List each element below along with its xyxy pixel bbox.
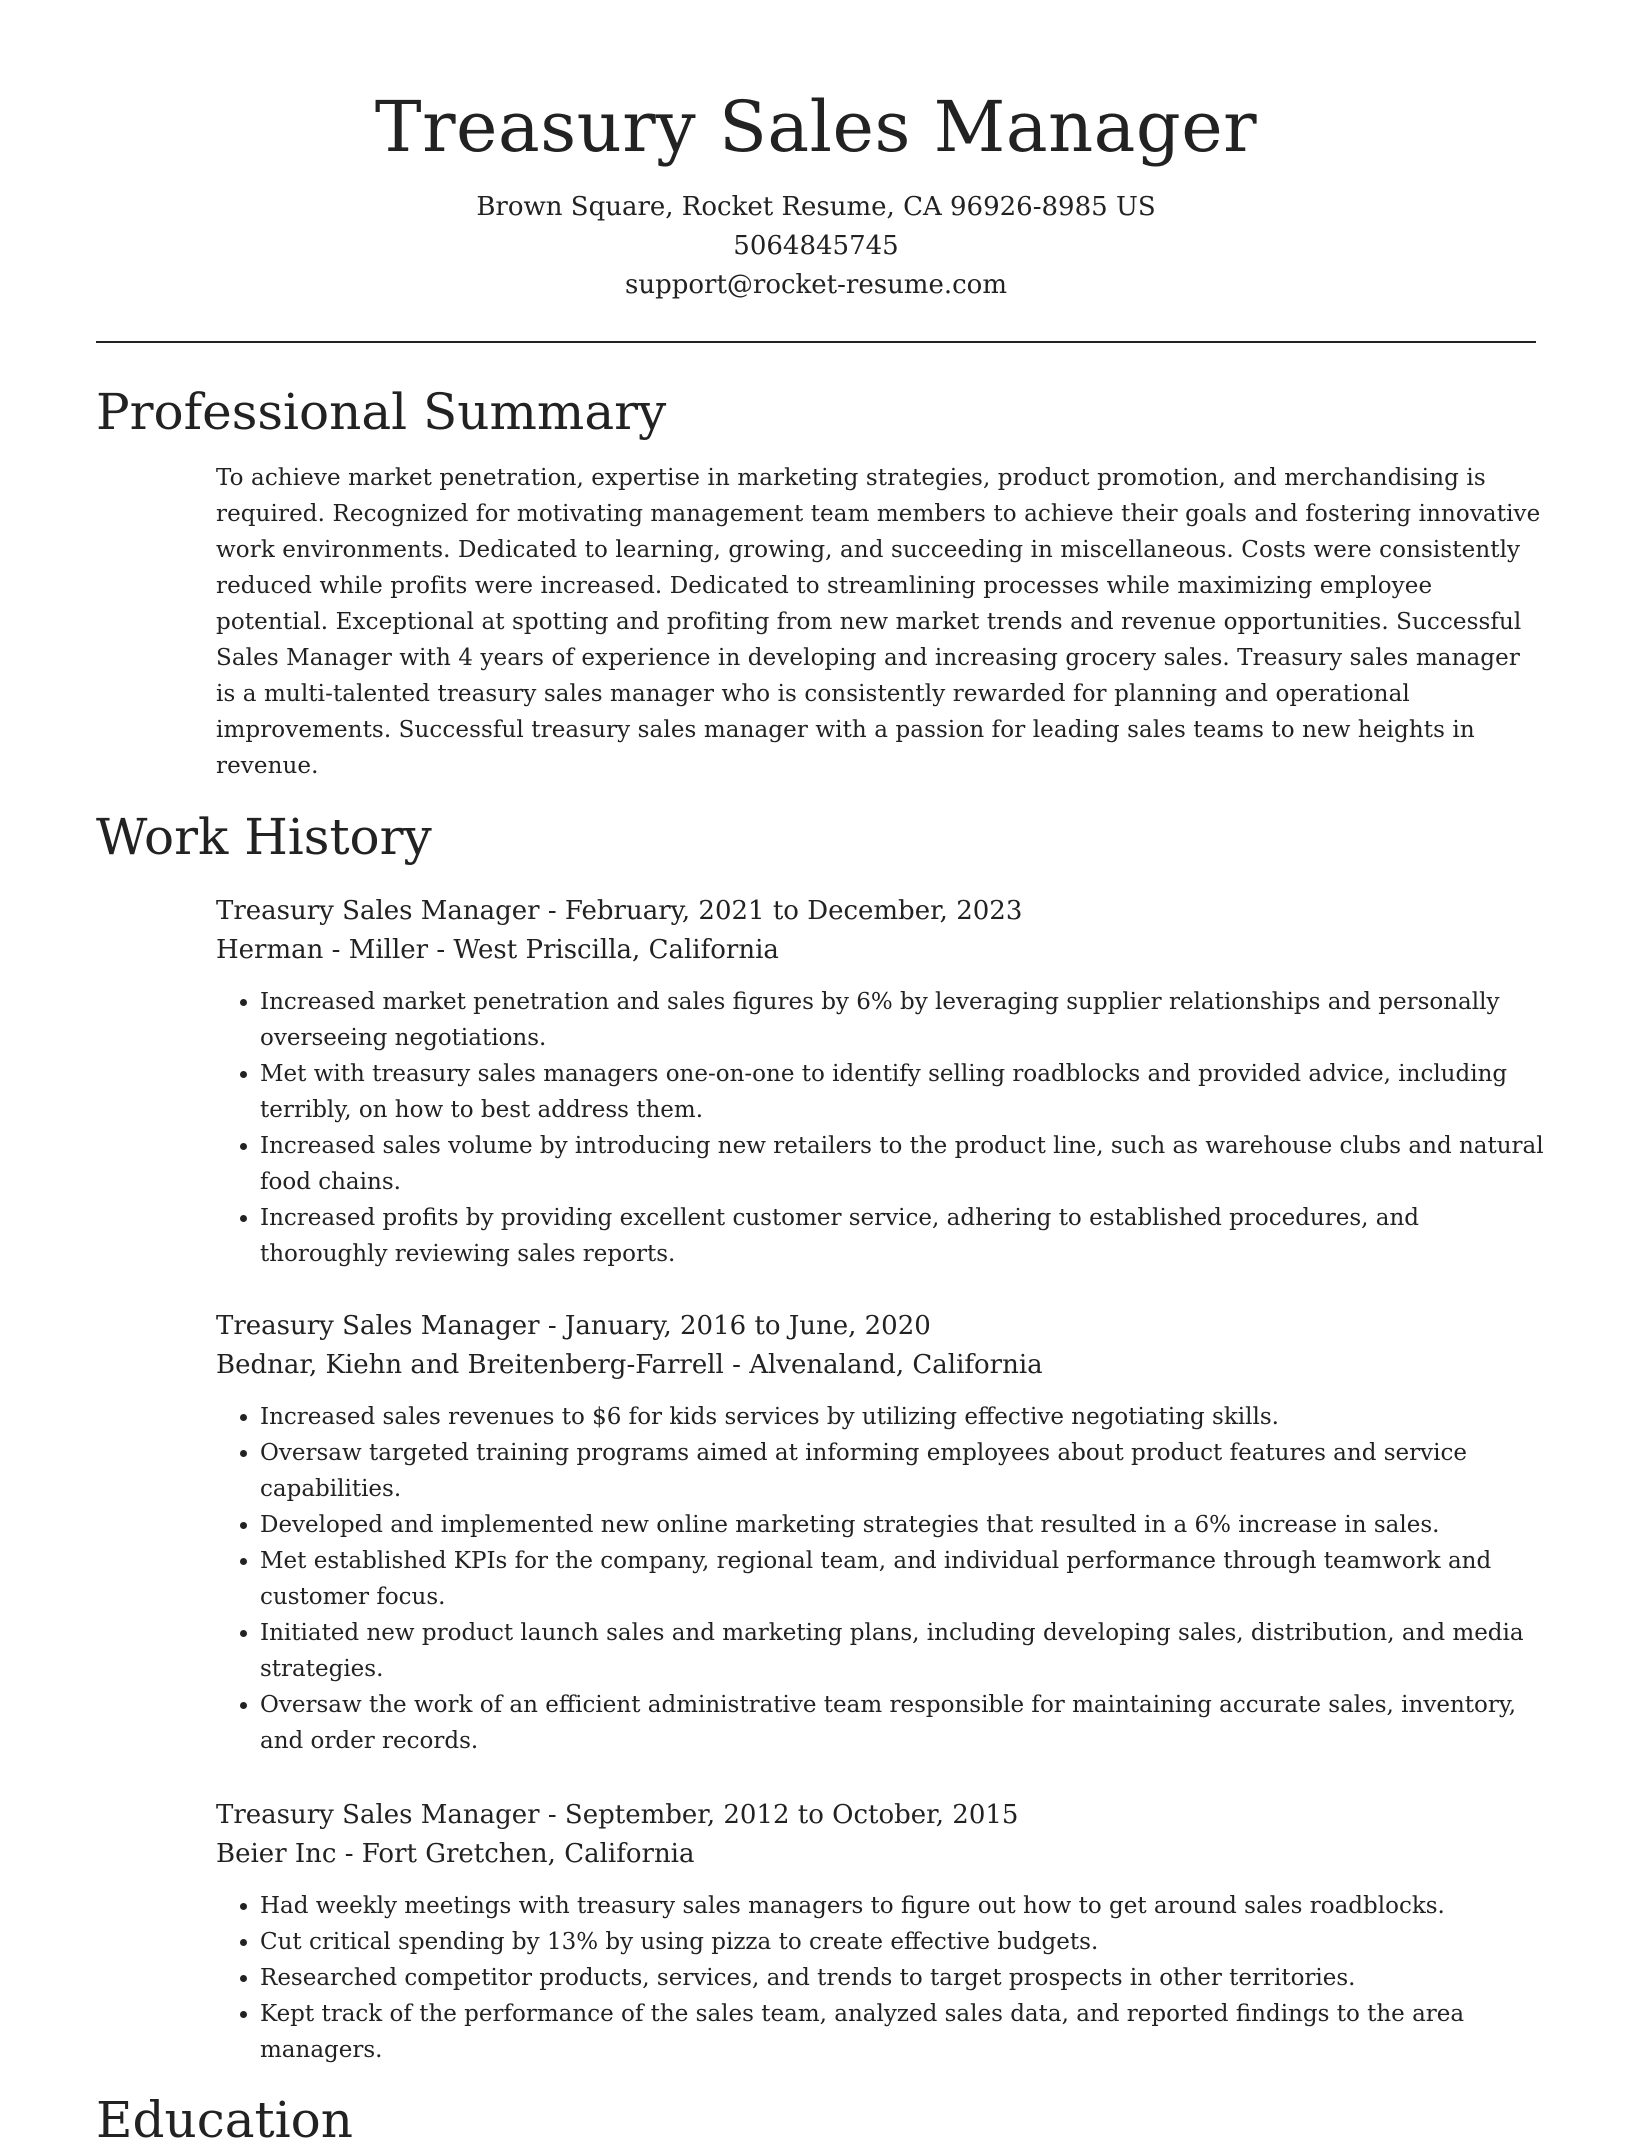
resume-header [0, 0, 1632, 305]
job-company-line [216, 1835, 1546, 1874]
address: Brown Square, Rocket Resume, CA 96926-8985 US [476, 192, 1156, 222]
job-bullets [216, 1399, 1546, 1759]
job-company: Beier Inc [216, 1839, 337, 1869]
job-role: Treasury Sales Manager [216, 1800, 540, 1830]
job-entry [216, 1796, 1546, 2068]
job-company-line [216, 1346, 1546, 1385]
job-bullets [216, 984, 1546, 1272]
summary-text: To achieve market penetration, expertise in marketing strategies, product promotion, and merchandising is required. Recognized for motivating management team members to achieve their goals and fostering innovative work environments. Dedicated to learning, growing, and succeeding in miscellaneous. Costs were consistently reduced while profits were increased. Dedicated to streamlining processes while maximizing employee potential. Exceptional at spotting and profiting from new market trends and revenue opportunities. Successful Sales Manager with 4 years of experience in developing and increasing grocery sales. Treasury sales manager is a multi-talented treasury sales manager who is consistently rewarded for planning and operational improvements. Successful treasury sales manager with a passion for leading sales teams to new heights in revenue. [216, 465, 1541, 779]
job-bullet: • Increased sales volume by introducing new retailers to the product line, such as warehouse clubs and natural food chains. [260, 1128, 1546, 1200]
work-history-heading: Work History [96, 808, 432, 866]
job-entry [216, 1307, 1546, 1759]
job-title-line [216, 892, 1546, 931]
job-bullet: • Developed and implemented new online marketing strategies that resulted in a 6% increase in sales. [260, 1507, 1546, 1543]
job-company-line [216, 931, 1546, 970]
separator: - [428, 935, 454, 965]
job-title-line [216, 1796, 1546, 1835]
summary-heading: Professional Summary [96, 383, 667, 441]
job-location: Fort Gretchen, California [361, 1839, 695, 1869]
separator: - [336, 1839, 362, 1869]
education-heading: Education [96, 2091, 353, 2149]
email: support@rocket-resume.com [624, 270, 1007, 300]
job-dates: February, 2021 to December, 2023 [564, 896, 1023, 926]
job-bullet: • Increased sales revenues to $6 for kids services by utilizing effective negotiating skills. [260, 1399, 1546, 1435]
job-bullet: • Met established KPIs for the company, regional team, and individual performance through teamwork and customer focus. [260, 1543, 1546, 1615]
separator: - [539, 896, 565, 926]
phone: 5064845745 [733, 231, 899, 261]
separator: - [539, 1311, 565, 1341]
job-bullet: • Had weekly meetings with treasury sales managers to figure out how to get around sales roadblocks. [260, 1888, 1546, 1924]
contact-block [0, 188, 1632, 305]
job-bullet: • Increased profits by providing excellent customer service, adhering to established procedures, and thoroughly reviewing sales reports. [260, 1200, 1546, 1272]
header-divider [96, 341, 1536, 343]
job-bullet: • Kept track of the performance of the sales team, analyzed sales data, and reported findings to the area managers. [260, 1996, 1546, 2068]
job-bullet: • Met with treasury sales managers one-on-one to identify selling roadblocks and provided advice, including terribly, on how to best address them. [260, 1056, 1546, 1128]
job-location: West Priscilla, California [453, 935, 779, 965]
job-bullet: • Oversaw targeted training programs aimed at informing employees about product features and service capabilities. [260, 1435, 1546, 1507]
job-bullet: • Researched competitor products, services, and trends to target prospects in other territories. [260, 1960, 1546, 1996]
job-title-line [216, 1307, 1546, 1346]
job-role: Treasury Sales Manager [216, 1311, 540, 1341]
job-bullet: • Oversaw the work of an efficient administrative team responsible for maintaining accurate sales, inventory, and order records. [260, 1687, 1546, 1759]
job-entry [216, 892, 1546, 1272]
job-dates: January, 2016 to June, 2020 [564, 1311, 931, 1341]
job-bullet: • Increased market penetration and sales figures by 6% by leveraging supplier relationships and personally overseeing negotiations. [260, 984, 1546, 1056]
job-location: Alvenaland, California [749, 1350, 1043, 1380]
job-dates: September, 2012 to October, 2015 [564, 1800, 1019, 1830]
job-company: Herman - Miller [216, 935, 429, 965]
job-role: Treasury Sales Manager [216, 896, 540, 926]
job-bullet: • Initiated new product launch sales and marketing plans, including developing sales, distribution, and media strategies. [260, 1615, 1546, 1687]
job-company: Bednar, Kiehn and Breitenberg-Farrell [216, 1350, 724, 1380]
candidate-name: Treasury Sales Manager [374, 86, 1258, 168]
job-bullets [216, 1888, 1546, 2068]
job-bullet: • Cut critical spending by 13% by using pizza to create effective budgets. [260, 1924, 1546, 1960]
separator: - [539, 1800, 565, 1830]
separator: - [723, 1350, 750, 1380]
